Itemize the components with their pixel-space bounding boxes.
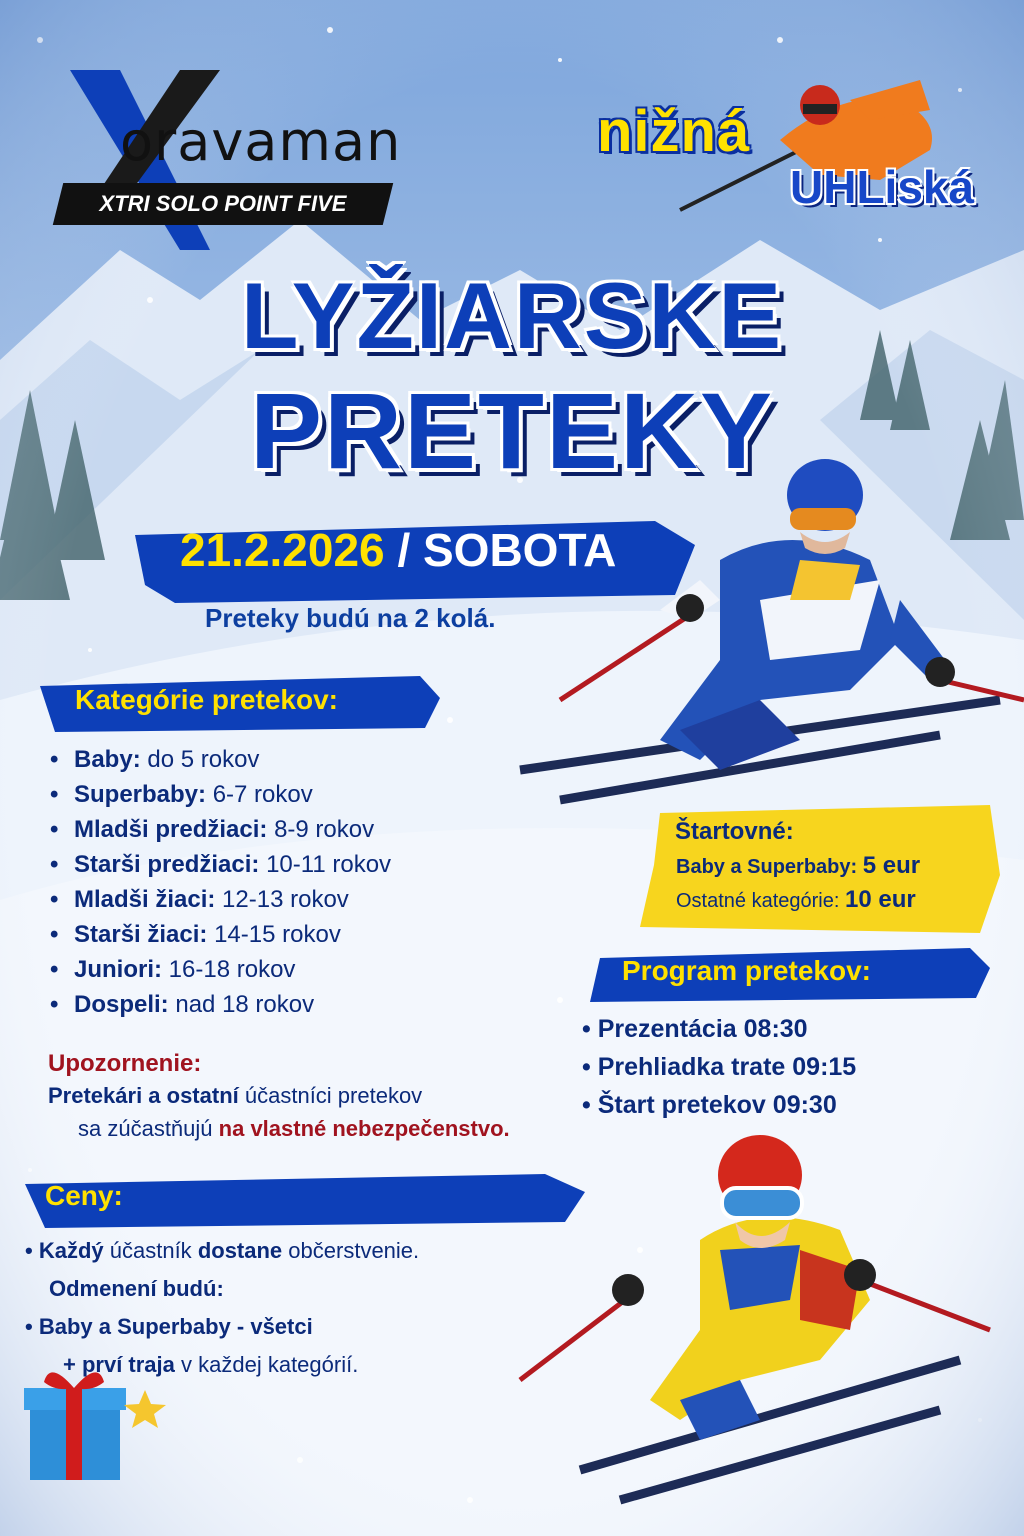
resort-logo-line2: UHLiská bbox=[790, 161, 975, 213]
prize-line1: • Každý účastník dostane občerstvenie. bbox=[25, 1238, 420, 1263]
program-item: • Prezentácia 08:30 bbox=[582, 1015, 808, 1043]
warning-heading: Upozornenie: bbox=[48, 1050, 202, 1077]
program-item: • Štart pretekov 09:30 bbox=[582, 1091, 837, 1119]
categories-heading: Kategórie pretekov: bbox=[75, 684, 338, 715]
category-item: • Mladši predžiaci: 8-9 rokov bbox=[50, 816, 375, 843]
event-date bbox=[180, 523, 616, 577]
entry-fee-heading: Štartovné: bbox=[675, 818, 794, 845]
entry-fee-row1: Baby a Superbaby: 5 eur bbox=[676, 852, 921, 879]
prizes-heading: Ceny: bbox=[45, 1180, 123, 1211]
category-item: • Starši predžiaci: 10-11 rokov bbox=[50, 851, 392, 878]
gift-icon bbox=[24, 1372, 126, 1480]
program-list bbox=[582, 1010, 856, 1124]
oravaman-wordmark: oravaman bbox=[120, 110, 402, 173]
category-item: • Starši žiaci: 14-15 rokov bbox=[50, 921, 341, 948]
page-title-line1: LYŽIARSKE bbox=[240, 263, 784, 368]
prize-line4: + prví traja v každej kategórií. bbox=[63, 1352, 359, 1377]
program-heading: Program pretekov: bbox=[622, 955, 871, 986]
category-item: • Mladši žiaci: 12-13 rokov bbox=[50, 886, 349, 913]
prize-line3: • Baby a Superbaby - všetci bbox=[25, 1314, 313, 1339]
warning-line2: sa zúčastňujú na vlastné nebezpečenstvo. bbox=[78, 1116, 510, 1141]
page-title-line2: PRETEKY bbox=[249, 370, 775, 491]
warning-line1: Pretekári a ostatní účastníci pretekov bbox=[48, 1083, 423, 1108]
prize-line2: Odmenení budú: bbox=[49, 1276, 224, 1301]
resort-logo-line1: nižná bbox=[597, 99, 751, 164]
event-date-value: 21.2.2026 bbox=[180, 524, 385, 576]
date-separator: / bbox=[397, 524, 411, 576]
event-day: SOBOTA bbox=[423, 524, 617, 576]
category-item: • Dospeli: nad 18 rokov bbox=[50, 991, 315, 1018]
prizes-list bbox=[25, 1232, 419, 1384]
oravaman-tagline: XTRI SOLO POINT FIVE bbox=[53, 183, 393, 225]
entry-fee-row2: Ostatné kategórie: 10 eur bbox=[676, 886, 916, 913]
category-item: • Baby: do 5 rokov bbox=[50, 746, 260, 773]
categories-list bbox=[50, 742, 391, 1022]
category-item: • Superbaby: 6-7 rokov bbox=[50, 781, 313, 808]
rounds-note: Preteky budú na 2 kolá. bbox=[205, 603, 496, 633]
program-item: • Prehliadka trate 09:15 bbox=[582, 1053, 857, 1081]
category-item: • Juniori: 16-18 rokov bbox=[50, 956, 296, 983]
